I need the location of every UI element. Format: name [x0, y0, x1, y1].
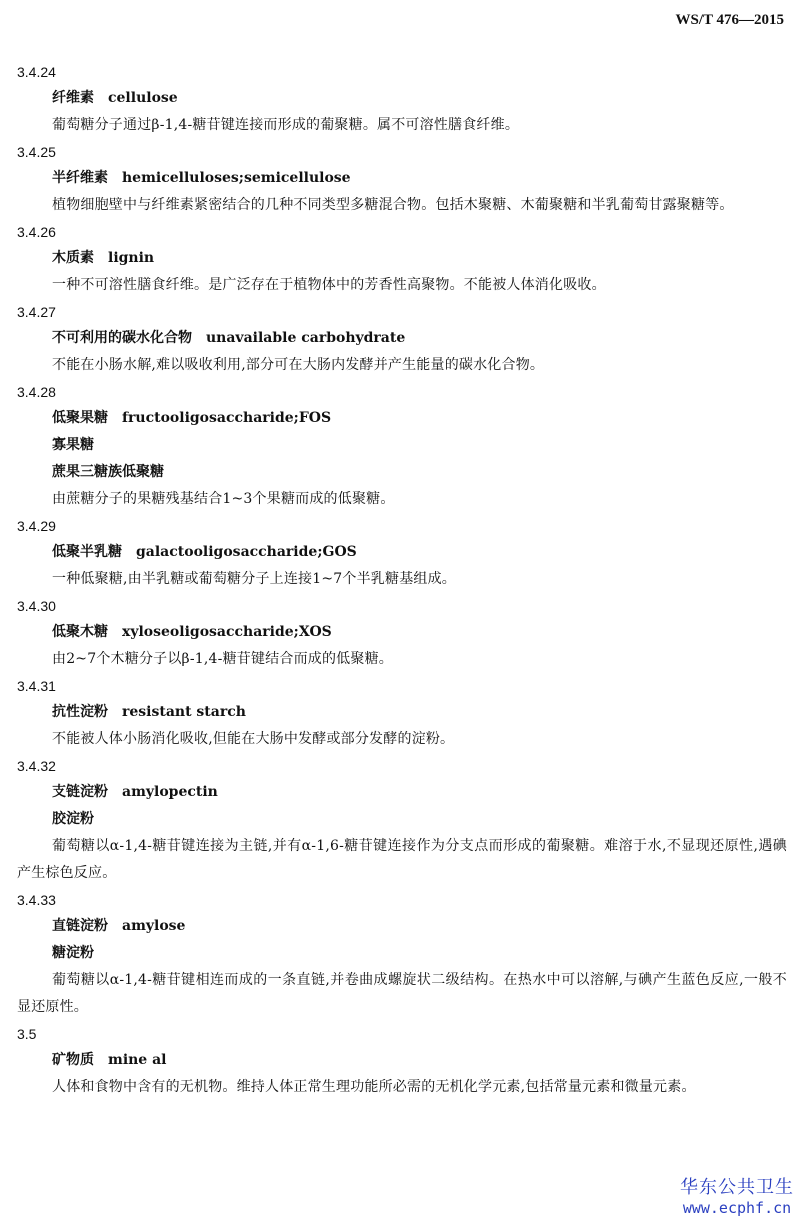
term-english: cellulose — [108, 90, 178, 106]
entry-definition: 葡萄糖以α-1,4-糖苷键相连而成的一条直链,并卷曲成螺旋状二级结构。在热水中可以溶解,与碘产生蓝色反应,一般不显还原性。 — [17, 972, 787, 1015]
term-entry — [17, 673, 787, 753]
watermark-name: 华东公共卫生 — [680, 1177, 794, 1198]
term-entry — [17, 887, 787, 1021]
term-synonym: 蔗果三糖族低聚糖 — [52, 464, 164, 480]
entry-definition: 葡萄糖分子通过β-1,4-糖苷键连接而形成的葡聚糖。属不可溶性膳食纤维。 — [52, 117, 520, 133]
entry-term — [52, 539, 787, 566]
standard-code: WS/T 476—2015 — [675, 12, 784, 28]
entry-definition: 人体和食物中含有的无机物。维持人体正常生理功能所必需的无机化学元素,包括常量元素和微量元素。 — [52, 1079, 696, 1095]
entry-term — [52, 165, 787, 192]
term-english: xyloseoligosaccharide;XOS — [122, 624, 332, 640]
term-english: hemicelluloses;semicellulose — [122, 170, 351, 186]
entry-number: 3.4.27 — [17, 304, 56, 320]
term-english: galactooligosaccharide;GOS — [136, 544, 357, 560]
term-synonym: 寡果糖 — [52, 437, 94, 453]
term-chinese: 低聚木糖 — [52, 624, 108, 640]
term-entry — [17, 379, 787, 513]
entry-definition: 一种不可溶性膳食纤维。是广泛存在于植物体中的芳香性高聚物。不能被人体消化吸收。 — [52, 277, 606, 293]
entry-definition: 由蔗糖分子的果糖残基结合1~3个果糖而成的低聚糖。 — [52, 491, 395, 507]
term-chinese: 支链淀粉 — [52, 784, 108, 800]
term-entry — [17, 59, 787, 139]
entry-term — [52, 699, 787, 726]
term-chinese: 木质素 — [52, 250, 94, 266]
term-entry — [17, 753, 787, 887]
term-chinese: 低聚果糖 — [52, 410, 108, 426]
entry-term — [52, 245, 787, 272]
entry-definition: 由2~7个木糖分子以β-1,4-糖苷键结合而成的低聚糖。 — [52, 651, 393, 667]
entry-term — [52, 619, 787, 646]
entry-number: 3.4.33 — [17, 892, 56, 908]
entry-term — [52, 85, 787, 112]
term-english: fructooligosaccharide;FOS — [122, 410, 332, 426]
term-synonym: 胶淀粉 — [52, 811, 94, 827]
entry-number: 3.4.31 — [17, 678, 56, 694]
term-entry — [17, 139, 787, 219]
term-chinese: 抗性淀粉 — [52, 704, 108, 720]
term-english: amylopectin — [122, 784, 218, 800]
entry-number: 3.4.25 — [17, 144, 56, 160]
entry-definition: 葡萄糖以α-1,4-糖苷键连接为主链,并有α-1,6-糖苷键连接作为分支点而形成的葡聚糖。难溶于水,不显现还原性,遇碘产生棕色反应。 — [17, 838, 787, 881]
entry-definition: 一种低聚糖,由半乳糖或葡萄糖分子上连接1~7个半乳糖基组成。 — [52, 571, 456, 587]
entry-number: 3.4.32 — [17, 758, 56, 774]
watermark-url: www.ecphf.cn — [682, 1199, 792, 1217]
entry-number: 3.4.30 — [17, 598, 56, 614]
entry-term — [52, 1047, 787, 1074]
term-entry — [17, 513, 787, 593]
term-synonym: 糖淀粉 — [52, 945, 94, 961]
entry-number: 3.4.28 — [17, 384, 56, 400]
watermark — [680, 1173, 794, 1217]
entry-term — [52, 325, 787, 352]
term-chinese: 矿物质 — [52, 1052, 94, 1068]
term-chinese: 低聚半乳糖 — [52, 544, 122, 560]
entry-number: 3.4.29 — [17, 518, 56, 534]
term-english: resistant starch — [122, 704, 246, 720]
entry-term — [52, 779, 787, 806]
term-entry — [17, 219, 787, 299]
entry-definition: 不能被人体小肠消化吸收,但能在大肠中发酵或部分发酵的淀粉。 — [52, 731, 455, 747]
entry-number: 3.4.24 — [17, 64, 56, 80]
term-entry — [17, 299, 787, 379]
entry-definition: 不能在小肠水解,难以吸收利用,部分可在大肠内发酵并产生能量的碳水化合物。 — [52, 357, 545, 373]
entry-number: 3.4.26 — [17, 224, 56, 240]
term-english: unavailable carbohydrate — [206, 330, 406, 346]
term-english: amylose — [122, 918, 186, 934]
entry-term — [52, 913, 787, 940]
entry-term — [52, 405, 787, 432]
term-entry — [17, 593, 787, 673]
term-chinese: 不可利用的碳水化合物 — [52, 330, 192, 346]
term-chinese: 直链淀粉 — [52, 918, 108, 934]
entry-number: 3.5 — [17, 1026, 37, 1042]
term-english: lignin — [108, 250, 155, 266]
term-chinese: 纤维素 — [52, 90, 94, 106]
term-chinese: 半纤维素 — [52, 170, 108, 186]
document-body — [17, 59, 787, 1101]
term-english: mine al — [108, 1052, 167, 1068]
entry-definition: 植物细胞壁中与纤维素紧密结合的几种不同类型多糖混合物。包括木聚糖、木葡聚糖和半乳葡萄甘露聚糖等。 — [52, 197, 734, 213]
term-entry — [17, 1021, 787, 1101]
